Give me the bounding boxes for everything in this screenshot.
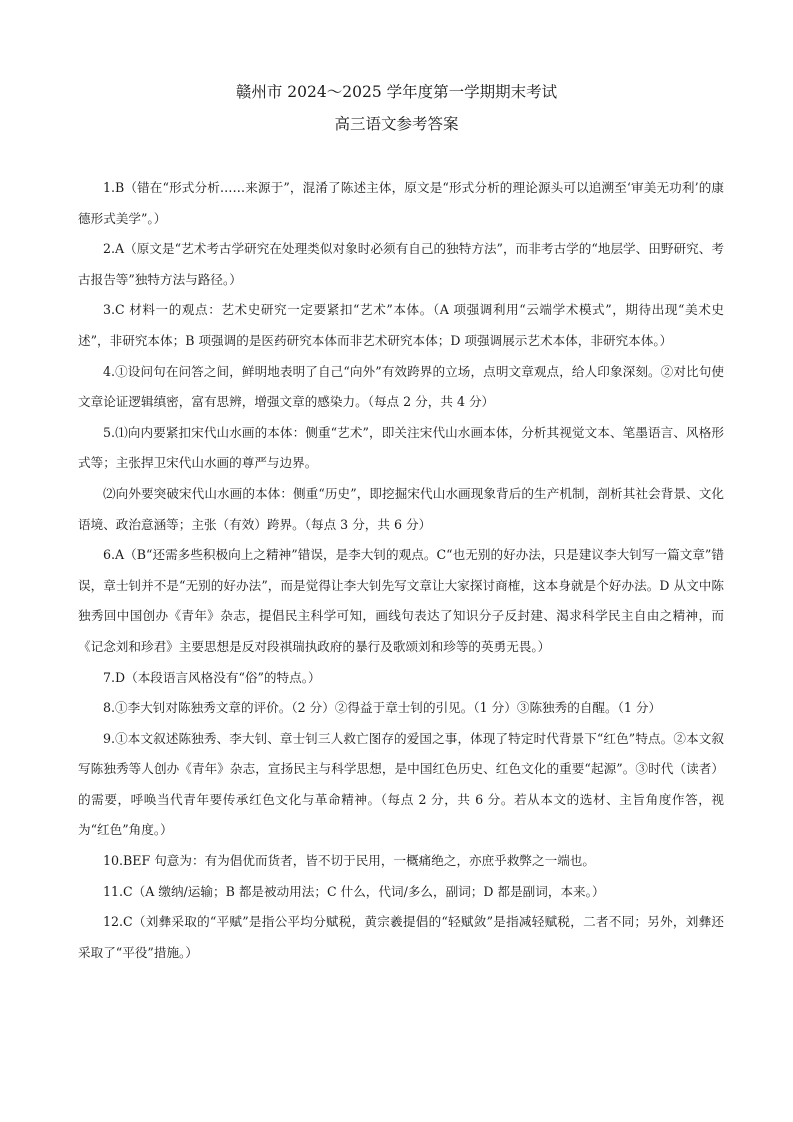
- answer-item-4: 4.①设问句在问答之间，鲜明地表明了自己“向外”有效跨界的立场，点明文章观点，给人印象深刻。②对比句使文章论证逻辑缜密，富有思辨，增强文章的感染力。（每点 2 分，共 4 分）: [78, 363, 724, 410]
- answer-item-10: 10.BEF 句意为：有为倡优而货者，皆不切于民用，一概痛绝之，亦庶乎救弊之一端也。: [103, 853, 595, 869]
- answer-item-5-part-1: 5.⑴向内要紧扣宋代山水画的本体：侧重“艺术”，即关注宋代山水画本体，分析其视觉文本、笔墨语言、风格形式等；主张捍卫宋代山水画的尊严与边界。: [78, 424, 724, 471]
- exam-title: 赣州市 2024～2025 学年度第一学期期末考试: [235, 83, 558, 101]
- answer-list: [78, 173, 724, 968]
- answer-item-6: 6.A（B“还需多些积极向上之精神”错误，是李大钊的观点。C“也无别的好办法，只是建议李大钊写一篇文章”错误，章士钊并不是“无别的好办法”，而是觉得让李大钊先写文章让大家探讨商榷，这本身就是个好办法。D 从文中陈独秀回中国创办《青年》杂志，提倡民主科学可知，画线句表达了知识分子反封建、渴求科学民主自由之精神，而《记念刘和珍君》主要思想是反对段祺瑞执政府的暴行及歌颂刘和珍等的英勇无畏。）: [78, 547, 724, 654]
- answer-item-5-part-2: ⑵向外要突破宋代山水画的本体：侧重“历史”，即挖掘宋代山水画现象背后的生产机制，剖析其社会背景、文化语境、政治意涵等；主张（有效）跨界。（每点 3 分，共 6 分）: [78, 485, 724, 532]
- answer-key-subtitle: 高三语文参考答案: [334, 115, 459, 133]
- answer-item-2: 2.A（原文是“艺术考古学研究在处理类似对象时必须有自己的独特方法”，而非考古学的“地层学、田野研究、考古报告等”独特方法与路径。）: [78, 241, 724, 287]
- answer-item-11: 11.C（A 缴纳/运输；B 都是被动用法；C 什么，代词/多么，副词；D 都是副词，本来。）: [103, 883, 605, 899]
- answer-item-12: 12.C（刘彝采取的“平赋”是指公平均分赋税，黄宗羲提倡的“轻赋敛”是指减轻赋税，二者不同；另外，刘彝还采取了“平役”措施。）: [78, 914, 724, 960]
- answer-item-9: 9.①本文叙述陈独秀、李大钊、章士钊三人救亡图存的爱国之事，体现了特定时代背景下“红色”特点。②本文叙写陈独秀等人创办《青年》杂志，宣扬民主与科学思想，是中国红色历史、红色文化的重要“起源”。③时代（读者）的需要，呼唤当代青年要传承红色文化与革命精神。（每点 2 分，共 6 分。若从本文的选材、主旨角度作答，视为“红色”角度。）: [78, 730, 724, 838]
- answer-item-8: 8.①李大钊对陈独秀文章的评价。（2 分）②得益于章士钊的引见。（1 分）③陈独秀的自醒。（1 分）: [103, 700, 662, 716]
- answer-item-1: 1.B（错在“形式分析……来源于”，混淆了陈述主体，原文是“形式分析的理论源头可以追溯至‘审美无功利’的康德形式美学”。）: [78, 180, 724, 226]
- answer-item-7: 7.D（本段语言风格没有“俗”的特点。）: [103, 669, 321, 685]
- answer-item-3: 3.C 材料一的观点：艺术史研究一定要紧扣“艺术”本体。（A 项强调利用“云端学术模式”，期待出现“美术史述”，非研究本体；B 项强调的是医药研究本体而非艺术研究本体；D 项强调展示艺术本体，非研究本体。）: [78, 302, 724, 348]
